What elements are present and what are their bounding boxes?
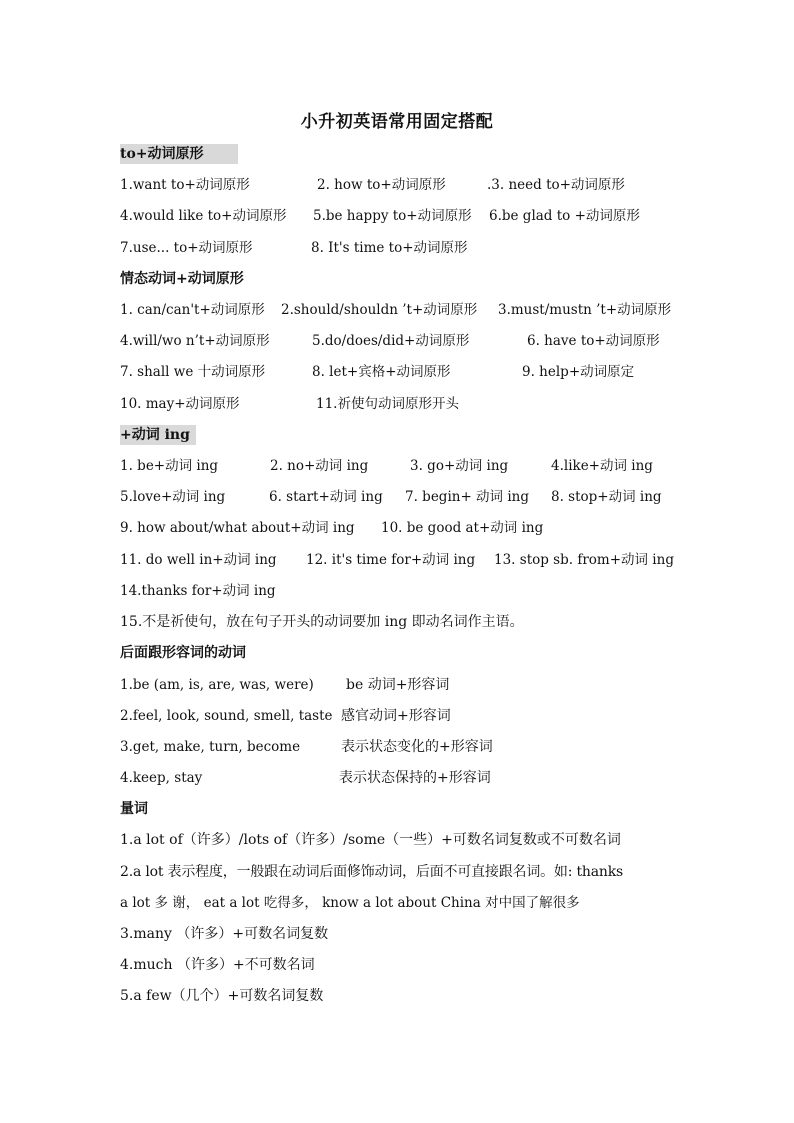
- list-item: 2. how to+动词原形: [317, 177, 446, 193]
- section-heading-linking-verbs: 后面跟形容词的动词: [120, 645, 246, 661]
- list-item: 6.be glad to +动词原形: [489, 208, 640, 224]
- list-item: 8. stop+动词 ing: [551, 489, 662, 505]
- list-item: 1. can/can't+动词原形: [120, 302, 265, 318]
- list-item: 7.use... to+动词原形: [120, 240, 253, 256]
- document-title: 小升初英语常用固定搭配: [300, 112, 494, 132]
- list-item-note: 表示状态保持的+形容词: [339, 770, 491, 786]
- section-heading-ing: +动词 ing: [120, 425, 196, 445]
- list-item: 10. may+动词原形: [120, 396, 240, 412]
- text-line: a lot 多 谢， eat a lot 吃得多， know a lot about China 对中国了解很多: [120, 895, 580, 911]
- list-item: 2. no+动词 ing: [270, 458, 369, 474]
- list-item: 11. do well in+动词 ing: [120, 552, 277, 568]
- text-line: 4.much （许多）+不可数名词: [120, 957, 315, 973]
- list-item: 4.would like to+动词原形: [120, 208, 287, 224]
- list-item: 1.want to+动词原形: [120, 177, 250, 193]
- list-item: 5.love+动词 ing: [120, 489, 226, 505]
- list-item: 4.like+动词 ing: [551, 458, 653, 474]
- list-item: 1. be+动词 ing: [120, 458, 219, 474]
- list-item: 3.must/mustn ’t+动词原形: [498, 302, 672, 318]
- list-item: 4.will/wo n’t+动词原形: [120, 333, 270, 349]
- text-line: 3.many （许多）+可数名词复数: [120, 926, 329, 942]
- list-item-note: be 动词+形容词: [346, 677, 450, 693]
- list-item: .3. need to+动词原形: [487, 177, 625, 193]
- list-item: 5.be happy to+动词原形: [313, 208, 472, 224]
- list-item-note: 感官动词+形容词: [341, 708, 451, 724]
- list-item: 7. begin+ 动词 ing: [405, 489, 530, 505]
- list-item: 8. It's time to+动词原形: [311, 240, 468, 256]
- list-item: 7. shall we 十动词原形: [120, 364, 266, 380]
- list-item: 9. how about/what about+动词 ing: [120, 520, 355, 536]
- list-item: 11.祈使句动词原形开头: [316, 396, 459, 412]
- list-item: 2.should/shouldn ’t+动词原形: [281, 302, 478, 318]
- list-item: 14.thanks for+动词 ing: [120, 583, 276, 599]
- list-item: 3.get, make, turn, become: [120, 739, 301, 755]
- section-heading-quantifiers: 量词: [120, 801, 148, 817]
- list-item: 6. start+动词 ing: [269, 489, 383, 505]
- section-heading-to-infinitive: to+动词原形: [120, 144, 238, 164]
- list-item-note: 表示状态变化的+形容词: [341, 739, 493, 755]
- list-item: 9. help+动词原定: [522, 364, 635, 380]
- list-item: 13. stop sb. from+动词 ing: [494, 552, 674, 568]
- text-line: 5.a few（几个）+可数名词复数: [120, 988, 324, 1004]
- list-item: 12. it's time for+动词 ing: [306, 552, 476, 568]
- section-heading-modal: 情态动词+动词原形: [120, 271, 244, 287]
- list-item: 15.不是祈使句，放在句子开头的动词要加 ing 即动名词作主语。: [120, 614, 524, 630]
- list-item: 4.keep, stay: [120, 770, 203, 786]
- list-item: 3. go+动词 ing: [410, 458, 509, 474]
- text-line: 2.a lot 表示程度，一般跟在动词后面修饰动词，后面不可直接跟名词。如: thanks: [120, 864, 623, 880]
- text-line: 1.a lot of（许多）/lots of（许多）/some（一些）+可数名词复数或不可数名词: [120, 832, 621, 848]
- list-item: 5.do/does/did+动词原形: [312, 333, 470, 349]
- list-item: 1.be (am, is, are, was, were): [120, 677, 314, 693]
- list-item: 2.feel, look, sound, smell, taste: [120, 708, 333, 724]
- list-item: 10. be good at+动词 ing: [381, 520, 544, 536]
- list-item: 8. let+宾格+动词原形: [312, 364, 451, 380]
- list-item: 6. have to+动词原形: [527, 333, 660, 349]
